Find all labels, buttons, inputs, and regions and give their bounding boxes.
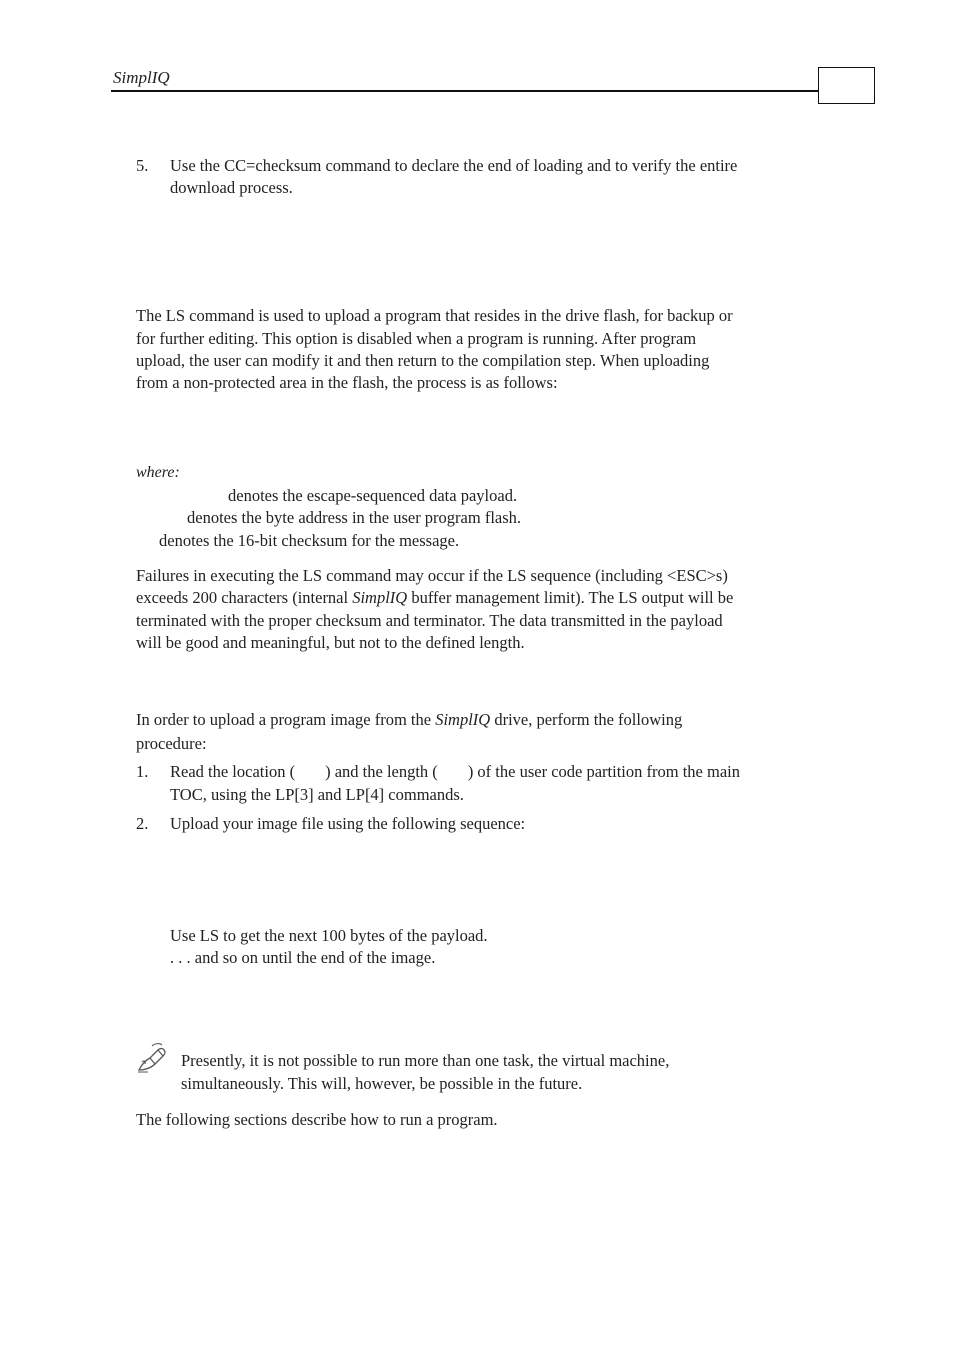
upload-line-1 — [136, 709, 682, 731]
failures-brand: SimplIQ — [352, 588, 408, 607]
ls-intro-line-2: for further editing. This option is disabled when a program is running. After program — [136, 329, 697, 348]
step-1-part-a: Read the location ( — [170, 762, 296, 781]
step-1-part-c: ) of the user code partition from the main — [467, 762, 740, 781]
step-2-line-1: Upload your image file using the following sequence: — [170, 814, 526, 833]
header-rule — [111, 90, 819, 92]
closing-sentence: The following sections describe how to run a program. — [136, 1110, 498, 1129]
step-1-line-2: TOC, using the LP[3] and LP[4] commands. — [170, 785, 464, 804]
where-item-checksum: denotes the 16-bit checksum for the message. — [159, 531, 460, 550]
failures-line-4: will be good and meaningful, but not to the defined length. — [136, 633, 525, 652]
upload-line-1b: drive, perform the following — [494, 710, 683, 729]
note-pen-icon — [136, 1040, 170, 1074]
where-label: where: — [136, 464, 180, 481]
step-5-line-1: Use the CC=checksum command to declare the end of loading and to verify the entire — [170, 156, 738, 175]
failures-line-2 — [136, 587, 733, 609]
ls-intro-line-4: from a non-protected area in the flash, the process is as follows: — [136, 373, 558, 392]
sequence-line-1: Use LS to get the next 100 bytes of the payload. — [170, 926, 488, 945]
ls-intro-line-1: The LS command is used to upload a program that resides in the drive flash, for backup or — [136, 306, 733, 325]
header-brand: SimplIQ — [113, 68, 170, 87]
failures-line-1: Failures in executing the LS command may occur if the LS sequence (including <ESC>s) — [136, 566, 728, 585]
ls-intro-line-3: upload, the user can modify it and then return to the compilation step. When uploading — [136, 351, 710, 370]
failures-line-2a: exceeds 200 characters (internal — [136, 588, 349, 607]
step-1-number: 1. — [136, 762, 149, 781]
page-number-box — [818, 67, 875, 104]
step-5-line-2: download process. — [170, 178, 293, 197]
upload-brand: SimplIQ — [435, 710, 491, 729]
upload-line-2: procedure: — [136, 734, 207, 753]
step-1-line-1 — [170, 761, 740, 783]
where-item-address: denotes the byte address in the user program flash. — [187, 508, 522, 527]
where-item-payload: denotes the escape-sequenced data payload. — [228, 486, 518, 505]
step-2-number: 2. — [136, 814, 149, 833]
sequence-line-2: . . . and so on until the end of the image. — [170, 948, 436, 967]
upload-line-1a: In order to upload a program image from the — [136, 710, 432, 729]
failures-line-3: terminated with the proper checksum and terminator. The data transmitted in the payload — [136, 611, 723, 630]
note-line-2: simultaneously. This will, however, be possible in the future. — [181, 1074, 583, 1093]
step-5-number: 5. — [136, 156, 149, 175]
step-1-part-b: ) and the length ( — [325, 762, 438, 781]
note-line-1: Presently, it is not possible to run more than one task, the virtual machine, — [181, 1051, 670, 1070]
failures-line-2b: buffer management limit). The LS output will be — [411, 588, 734, 607]
